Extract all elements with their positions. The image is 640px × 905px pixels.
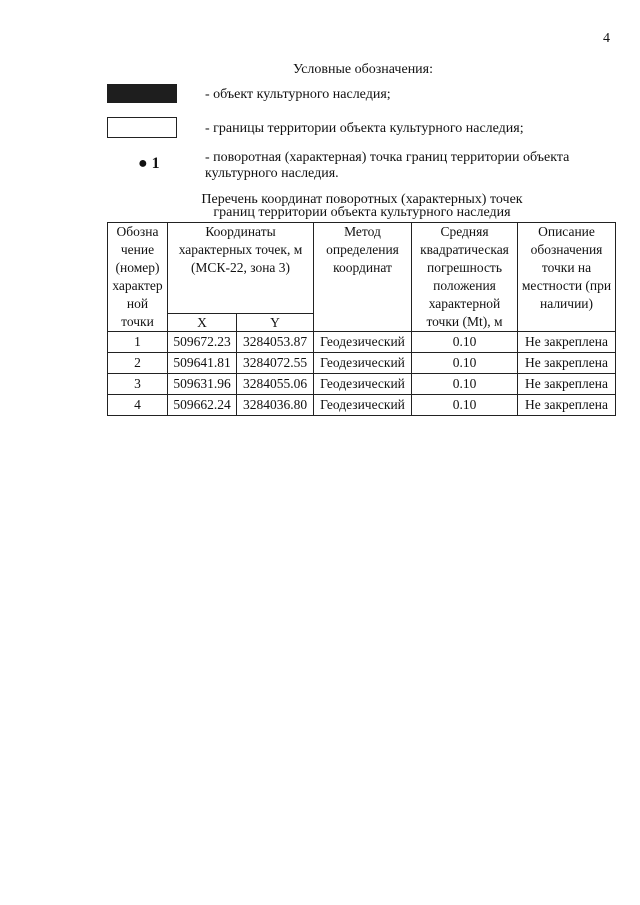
legend-item-territory-boundary: - границы территории объекта культурного наследия; xyxy=(205,121,524,136)
cell-num: 1 xyxy=(108,332,168,353)
cell-method: Геодезический xyxy=(314,332,412,353)
turning-point-marker-icon: ● 1 xyxy=(138,155,160,172)
table-row xyxy=(108,353,616,374)
cell-y: 3284053.87 xyxy=(237,332,314,353)
cell-method: Геодезический xyxy=(314,374,412,395)
cell-desc: Не закреплена xyxy=(518,374,616,395)
header-designation: Обозна чение (номер) характер ной точки xyxy=(108,223,168,332)
cell-desc: Не закреплена xyxy=(518,332,616,353)
territory-boundary-swatch xyxy=(107,117,177,138)
legend-title: Условные обозначения: xyxy=(292,62,434,77)
cell-desc: Не закреплена xyxy=(518,353,616,374)
page-number: 4 xyxy=(603,31,610,46)
coordinates-table xyxy=(107,222,616,416)
cell-error: 0.10 xyxy=(412,374,518,395)
cell-y: 3284072.55 xyxy=(237,353,314,374)
legend-item-heritage-object: - объект культурного наследия; xyxy=(205,87,391,102)
table-row xyxy=(108,332,616,353)
header-error: Средняя квадратическая погрешность положения характерной точки (Mt), м xyxy=(412,223,518,332)
cell-error: 0.10 xyxy=(412,353,518,374)
table-row xyxy=(108,395,616,416)
cell-num: 2 xyxy=(108,353,168,374)
table-title-line-2: границ территории объекта культурного наследия xyxy=(213,205,511,220)
header-description: Описание обозначения точки на местности (при наличии) xyxy=(518,223,616,332)
cell-method: Геодезический xyxy=(314,395,412,416)
cell-error: 0.10 xyxy=(412,332,518,353)
cell-x: 509631.96 xyxy=(168,374,237,395)
cell-x: 509662.24 xyxy=(168,395,237,416)
header-coordinates: Координаты характерных точек, м (МСК-22, зона 3) xyxy=(168,223,314,314)
cell-error: 0.10 xyxy=(412,395,518,416)
cell-num: 4 xyxy=(108,395,168,416)
cell-method: Геодезический xyxy=(314,353,412,374)
table-row xyxy=(108,374,616,395)
cell-x: 509672.23 xyxy=(168,332,237,353)
cell-num: 3 xyxy=(108,374,168,395)
header-y: Y xyxy=(237,314,314,332)
table-title-line-1: Перечень координат поворотных (характерных) точек xyxy=(201,192,523,207)
legend-item-turning-point: - поворотная (характерная) точка границ территории объекта культурного наследия. xyxy=(205,150,570,181)
table-header-row xyxy=(108,223,616,314)
header-x: X xyxy=(168,314,237,332)
heritage-object-swatch xyxy=(107,84,177,103)
cell-desc: Не закреплена xyxy=(518,395,616,416)
header-method: Метод определения координат xyxy=(314,223,412,332)
cell-y: 3284036.80 xyxy=(237,395,314,416)
cell-y: 3284055.06 xyxy=(237,374,314,395)
cell-x: 509641.81 xyxy=(168,353,237,374)
table-title xyxy=(0,193,640,219)
